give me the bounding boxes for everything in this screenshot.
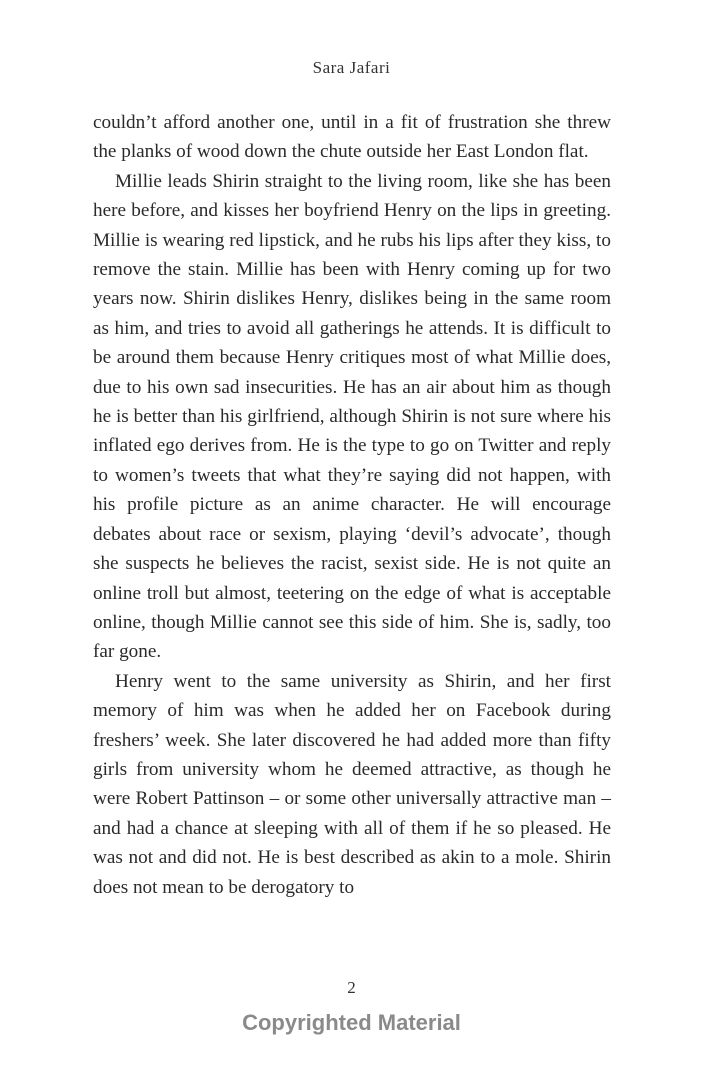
page-number: 2 bbox=[347, 978, 356, 997]
paragraph-3: Henry went to the same university as Shirin, and her first memory of him was when he added her on Facebook during freshers’ week. She later discovered he had added more than fifty girls from university whom he deemed attractive, as though he were Robert Pattinson – or some other universally attractive man – and had a chance at sleeping with all of them if he so pleased. He was not and did not. He is best described as akin to a mole. Shirin does not mean to be derogatory to bbox=[93, 670, 611, 898]
body-text bbox=[93, 108, 611, 902]
paragraph-1: couldn’t afford another one, until in a fit of frustration she threw the planks of wood down the chute outside her East London flat. bbox=[93, 112, 611, 163]
paragraph-2: Millie leads Shirin straight to the living room, like she has been here before, and kisses her boyfriend Henry on the lips in greeting. Millie is wearing red lipstick, and he rubs his lips after they kiss, to remove the stain. Millie has been with Henry coming up for two years now. Shirin dislikes Henry, dislikes being in the same room as him, and tries to avoid all gatherings he attends. It is difficult to be around them because Henry critiques most of what Millie does, due to his own sad insecurities. He has an air about him as though he is better than his girlfriend, although Shirin is not sure where his inflated ego derives from. He is the type to go on Twitter and reply to women’s tweets that what they’re saying did not happen, with his profile picture as an anime character. He will encourage debates about race or sexism, playing ‘devil’s advocate’, though she suspects he believes the racist, sexist side. He is not quite an online troll but almost, teetering on the edge of what is acceptable online, though Millie cannot see this side of him. She is, sadly, too far gone. bbox=[93, 170, 611, 663]
running-head: Sara Jafari bbox=[312, 58, 391, 77]
copyright-watermark: Copyrighted Material bbox=[242, 1010, 461, 1035]
